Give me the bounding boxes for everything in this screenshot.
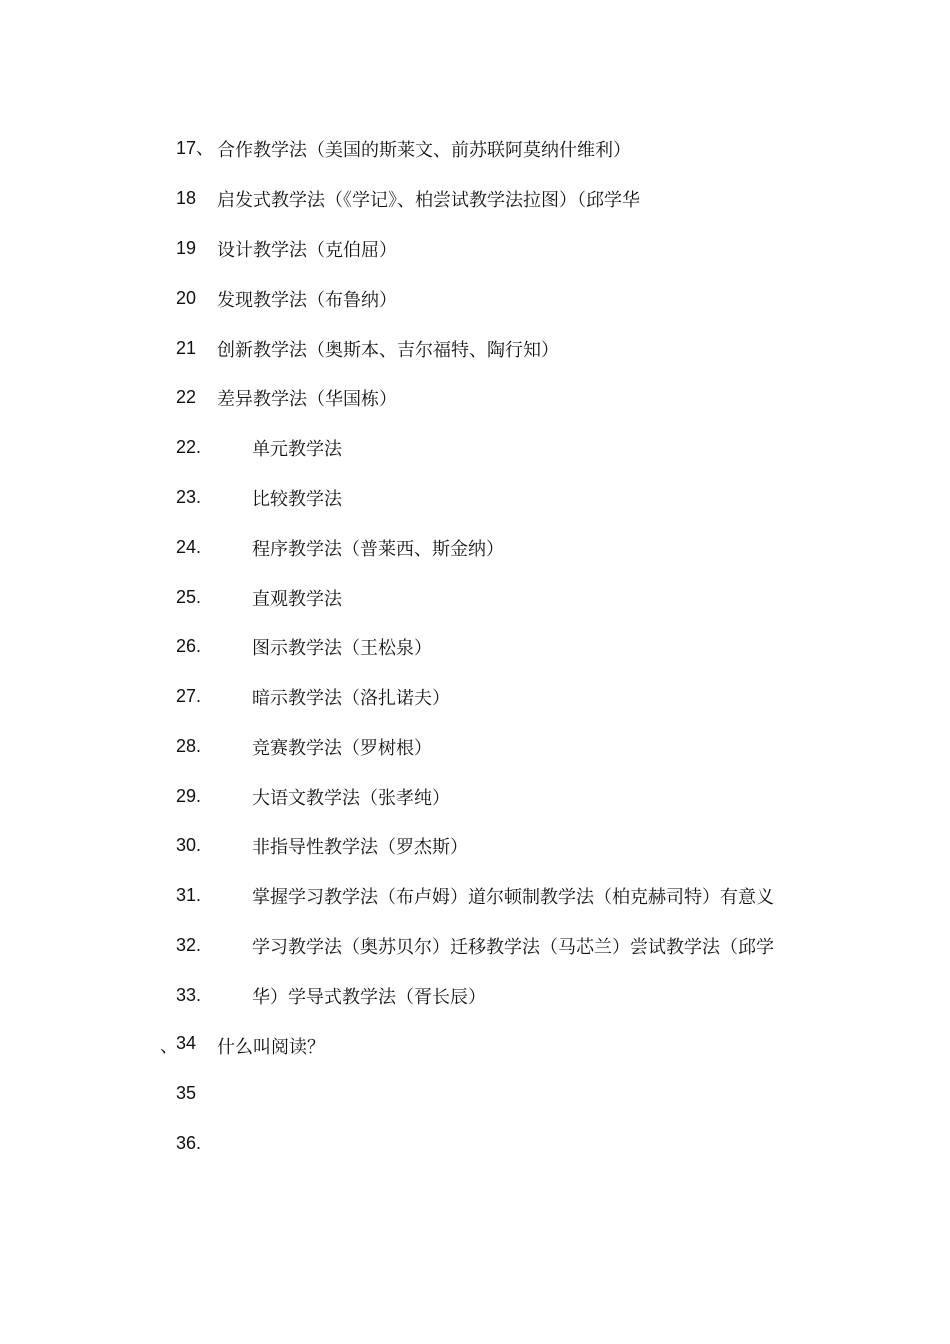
item-text: 合作教学法（美国的斯莱文、前苏联阿莫纳什维利） [217, 140, 631, 161]
list-item [0, 1082, 950, 1112]
item-number: 24. [176, 537, 202, 557]
item-number: 17、 [176, 138, 215, 158]
item-text: 华）学导式教学法（胥长辰） [252, 987, 486, 1008]
list-item [0, 436, 950, 466]
item-text: 直观教学法 [252, 589, 342, 610]
item-number: 26. [176, 636, 202, 656]
list-item [0, 984, 950, 1014]
list-item [0, 386, 950, 416]
item-number: 25. [176, 587, 202, 607]
item-text: 大语文教学法（张孝纯） [252, 788, 450, 809]
item-text: 比较教学法 [252, 489, 342, 510]
list-item [0, 884, 950, 914]
list-item [0, 187, 950, 217]
item-text: 程序教学法（普莱西、斯金纳） [252, 539, 504, 560]
item-number: 32. [176, 935, 202, 955]
list-item [0, 635, 950, 665]
item-number: 29. [176, 786, 202, 806]
list-item [0, 337, 950, 367]
item-number: 33. [176, 985, 202, 1005]
item-text: 差异教学法（华国栋） [217, 389, 397, 410]
item-text: 设计教学法（克伯屈） [217, 240, 397, 261]
item-number: 36. [176, 1133, 202, 1153]
item-text: 暗示教学法（洛扎诺夫） [252, 688, 450, 709]
item-number: 28. [176, 736, 202, 756]
item-number: 22 [176, 387, 197, 407]
item-number: 35 [176, 1083, 197, 1103]
item-text: 学习教学法（奥苏贝尔）迁移教学法（马芯兰）尝试教学法（邱学 [252, 937, 774, 958]
list-item [0, 834, 950, 864]
item-text: 竞赛教学法（罗树根） [252, 738, 432, 759]
item-text: 启发式教学法（《学记》、柏尝试教学法拉图）（邱学华 [217, 190, 640, 211]
item-number: 21 [176, 338, 197, 358]
item-number: 19 [176, 238, 197, 258]
list-item [0, 1132, 950, 1162]
item-number: 22. [176, 437, 202, 457]
item-text: 单元教学法 [252, 439, 342, 460]
list-item [0, 287, 950, 317]
item-number: 34 [176, 1033, 197, 1053]
item-number: 18 [176, 188, 197, 208]
list-item [0, 137, 950, 167]
item-text: 什么叫阅读？ [217, 1037, 325, 1058]
item-text: 掌握学习教学法（布卢姆）道尔顿制教学法（柏克赫司特）有意义 [252, 887, 774, 908]
list-item [0, 934, 950, 964]
item-text: 图示教学法（王松泉） [252, 638, 432, 659]
item-number: 23. [176, 487, 202, 507]
item-number: 27. [176, 686, 202, 706]
item-prefix: 、 [160, 1036, 178, 1057]
list-item [0, 486, 950, 516]
list-item [0, 735, 950, 765]
item-number: 30. [176, 835, 202, 855]
item-text: 非指导性教学法（罗杰斯） [252, 837, 468, 858]
list-item [0, 237, 950, 267]
item-number: 31. [176, 885, 202, 905]
item-number: 20 [176, 288, 197, 308]
list-item [0, 685, 950, 715]
list-item [0, 536, 950, 566]
item-text: 创新教学法（奥斯本、吉尔福特、陶行知） [217, 340, 559, 361]
list-item [0, 785, 950, 815]
list-item [0, 1032, 950, 1062]
list-item [0, 586, 950, 616]
item-text: 发现教学法（布鲁纳） [217, 290, 397, 311]
